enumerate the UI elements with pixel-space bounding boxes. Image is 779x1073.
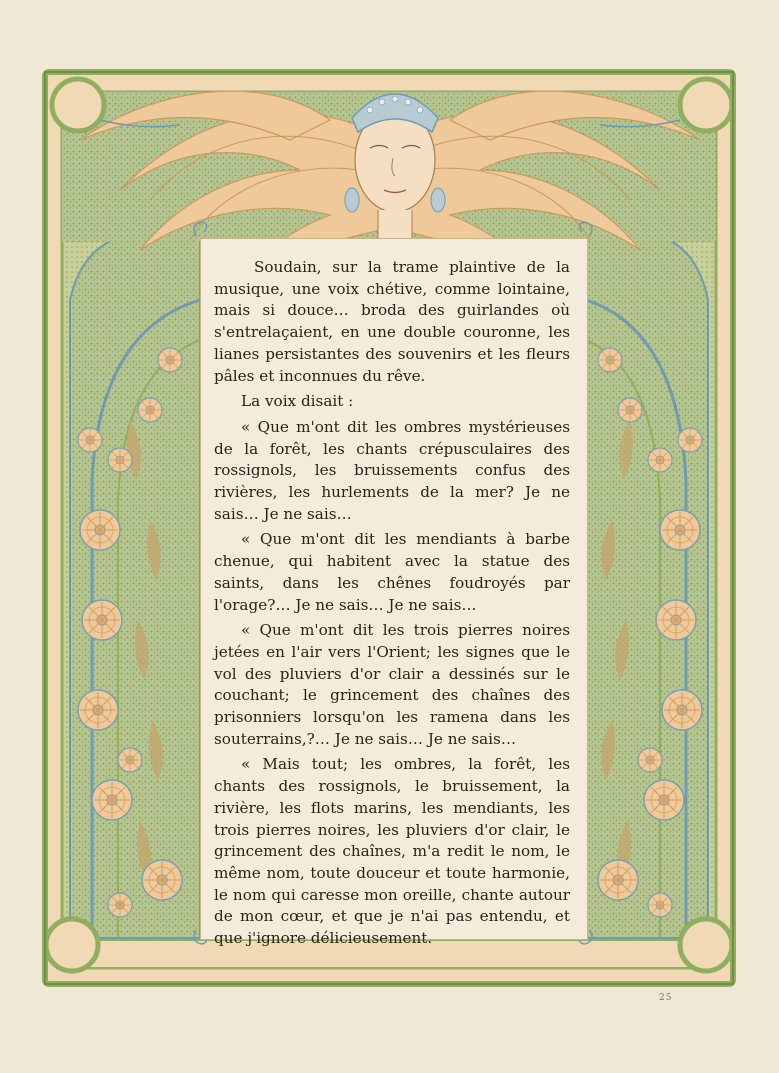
paragraph-3: « Que m'ont dit les ombres mystérieuses de la forêt, les chants crépusculaires des rossignols, les bruissements confus des rivières, les hurlements de la mer? Je ne sais… Je ne sais… [214,417,570,523]
paragraph-6: « Mais tout; les ombres, la forêt, les chants des rossignols, le bruissement, la rivière, les flots marins, les mendiants, les trois pierres noires, les pluviers d'or clair, le grincement des chaînes, m'a redit le nom, le même nom, toute douceur et toute harmonie, le nom qui caresse mon oreille, chante autour de mon cœur, et que je n'ai pas entendu, et que j'ignore délicieusement. [214,755,570,948]
page-number: 25 [659,993,673,1003]
paragraph-2: La voix disait : [241,392,354,411]
paragraph-4: « Que m'ont dit les mendiants à barbe chenue, qui habitent avec la statue des saints, dans les chênes foudroyés par l'orage?… Je ne sais… Je ne sais… [214,530,570,614]
paragraph-1: Soudain, sur la trame plaintive de la musique, une voix chétive, comme lointaine, mais si douce… broda des guirlandes où s'entrelaçaient, en une double couronne, les lianes persistantes des souvenirs et les fleurs pâles et inconnues du rêve. [214,258,570,385]
poem-text [214,257,570,950]
paragraph-5: « Que m'ont dit les trois pierres noires jetées en l'air vers l'Orient; les signes que le vol des pluviers d'or clair a dessinés sur le couchant; le grincement des chaînes des prisonniers lorsqu'on les ramena dans les souterrains,?… Je ne sais… Je ne sais… [214,621,570,748]
